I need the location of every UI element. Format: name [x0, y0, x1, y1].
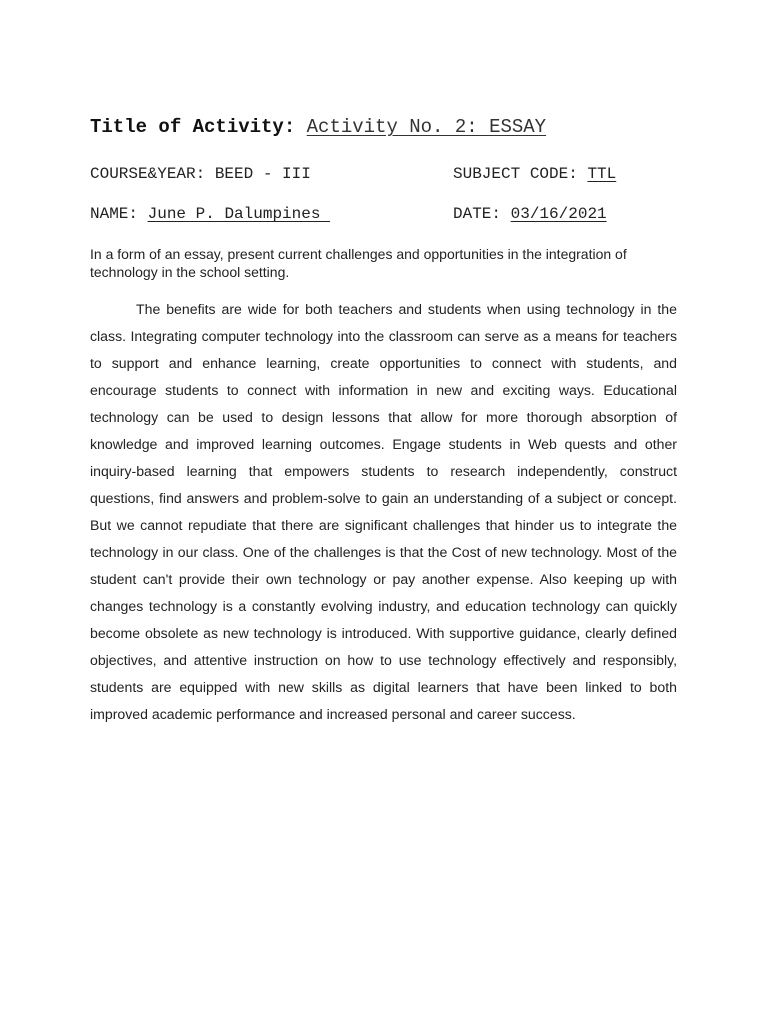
date-value: 03/16/2021 [510, 205, 607, 223]
subject-code-value: TTL [587, 165, 617, 183]
title-label: Title of Activity: [90, 116, 296, 138]
essay-body: The benefits are wide for both teachers and students when using technology in the class. Integrating computer technology into the classroom can serve as a means for teachers to support and enhance learning, create opportunities to connect with students, and encourage students to connect with information in new and exciting ways. Educational technology can be used to design lessons that allow for more thorough absorption of knowledge and improved learning outcomes. Engage students in Web quests and other inquiry-based learning that empowers students to research independently, construct questions, find answers and problem-solve to gain an understanding of a subject or concept. But we cannot repudiate that there are significant challenges that hinder us to integrate the technology in our class. One of the challenges is that the Cost of new technology. Most of the student can't provide their own technology or pay another expense. Also keeping up with changes technology is a constantly evolving industry, and education technology can quickly become obsolete as new technology is introduced. With supportive guidance, clearly defined objectives, and attentive instruction on how to use technology effectively and responsibly, students are equipped with new skills as digital learners that have been linked to both improved academic performance and increased personal and career success. [90, 301, 677, 722]
course-year-label: COURSE&YEAR: [90, 165, 206, 183]
subject-code-label: SUBJECT CODE: [453, 165, 578, 183]
course-year-field [90, 164, 311, 184]
essay-prompt: In a form of an essay, present current challenges and opportunities in the integration of technology in the school setting. [90, 246, 627, 280]
activity-title [90, 114, 546, 140]
name-field [90, 204, 330, 224]
course-year-value: BEED - III [214, 165, 311, 183]
title-value: Activity No. 2: ESSAY [306, 116, 547, 138]
name-label: NAME: [90, 205, 139, 223]
name-value: June P. Dalumpines [147, 205, 331, 223]
date-field [453, 204, 607, 224]
subject-code-field [453, 164, 616, 184]
date-label: DATE: [453, 205, 502, 223]
